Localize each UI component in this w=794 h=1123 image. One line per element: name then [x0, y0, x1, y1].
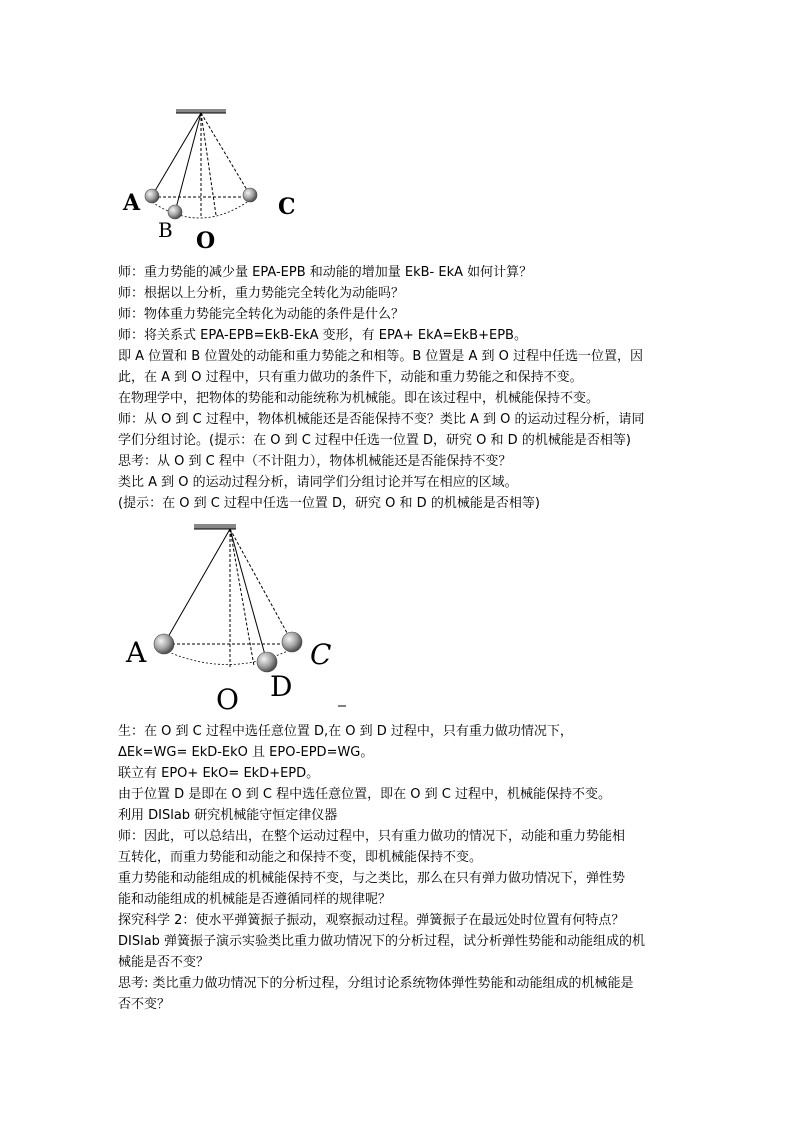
pendulum-figure-2 [118, 518, 348, 718]
text-line: 师：重力势能的减少量 EPA-EPB 和动能的增加量 EkB- EkA 如何计算？ [118, 265, 533, 280]
text-line: 利用 DISlab 研究机械能守恒定律仪器 [118, 808, 338, 823]
text-line: 师：物体重力势能完全转化为动能的条件是什么？ [118, 307, 405, 322]
text-line: 在物理学中，把物体的势能和动能统称为机械能。即在该过程中，机械能保持不变。 [118, 391, 600, 406]
text-line: 械能是否不变？ [118, 955, 210, 970]
text-line: 能和动能组成的机械能是否遵循同样的规律呢？ [118, 892, 392, 907]
text-line: 生：在 O 到 C 过程中选任意位置 D,在 O 到 D 过程中，只有重力做功情况下， [118, 724, 573, 739]
string-a [164, 529, 230, 644]
text-line: 探究科学 2：使水平弹簧振子振动，观察振动过程。弹簧振子在最远处时位置有何特点？ [118, 913, 625, 928]
text-line: 互转化，而重力势能和动能之和保持不变，即机械能保持不变。 [118, 850, 483, 865]
label-a: A [123, 190, 141, 216]
text-line: ΔEk=WG= EkD-EkO 且 EPO-EPD=WG。 [118, 745, 374, 760]
text-line: 由于位置 D 是即在 O 到 C 程中选任意位置，即在 O 到 C 过程中，机械能保持不变。 [118, 787, 611, 802]
label-o: O [196, 228, 216, 254]
ball-c [282, 632, 302, 652]
text-line: 师：从 O 到 C 过程中，物体机械能还是否能保持不变？类比 A 到 O 的运动过程分析，请同 [118, 412, 645, 427]
text-line: 师：根据以上分析，重力势能完全转化为动能吗？ [118, 286, 405, 301]
text-line: 师：因此，可以总结出，在整个运动过程中，只有重力做功的情况下，动能和重力势能相 [118, 829, 626, 844]
text-line: 思考: 类比重力做功情况下的分析过程，分组讨论系统物体弹性势能和动能组成的机械能是 [118, 976, 634, 991]
text-line: 思考：从 O 到 C 程中（不计阻力），物体机械能还是否能保持不变？ [118, 454, 512, 469]
string-a [152, 113, 201, 196]
label-a: A [126, 636, 147, 669]
text-line: 重力势能和动能组成的机械能保持不变，与之类比，那么在只有弹力做功情况下，弹性势 [118, 871, 626, 886]
string-d [230, 529, 267, 662]
label-c: C [310, 638, 332, 671]
string-mid [230, 529, 254, 666]
text-line: 学们分组讨论。(提示：在 O 到 C 过程中任选一位置 D，研究 O 和 D 的机械能是否相等) [118, 433, 631, 448]
ceiling-mount [176, 109, 226, 113]
label-b: B [158, 218, 173, 242]
string-c [230, 529, 292, 642]
text-line: (提示：在 O 到 C 过程中任选一位置 D，研究 O 和 D 的机械能是否相等) [118, 496, 540, 511]
label-d: D [270, 670, 293, 703]
string-mid [201, 113, 216, 215]
label-c: C [278, 194, 296, 220]
text-line: DISlab 弹簧振子演示实验类比重力做功情况下的分析过程，试分析弹性势能和动能组成的机 [118, 934, 646, 949]
ball-a [154, 634, 174, 654]
string-c [201, 113, 250, 195]
ball-c [243, 188, 257, 202]
text-line: 否不变？ [118, 997, 171, 1012]
label-o: O [216, 683, 239, 716]
text-line: 类比 A 到 O 的运动过程分析，请同学们分组讨论并写在相应的区域。 [118, 475, 518, 490]
ball-a [145, 189, 159, 203]
text-line: 此，在 A 到 O 过程中，只有重力做功的条件下，动能和重力势能之和保持不变。 [118, 370, 583, 385]
ball-b [168, 205, 182, 219]
text-line: 师：将关系式 EPA-EPB=EkB-EkA 变形，有 EPA+ EkA=EkB+EPB。 [118, 328, 527, 343]
text-line: 即 A 位置和 B 位置处的动能和重力势能之和相等。B 位置是 A 到 O 过程中任选一位置，因 [118, 349, 644, 364]
ceiling-mount [194, 524, 236, 529]
ball-d [257, 652, 277, 672]
pendulum-figure-1 [118, 100, 318, 262]
text-line: 联立有 EPO+ EkO= EkD+EPD。 [118, 766, 320, 781]
